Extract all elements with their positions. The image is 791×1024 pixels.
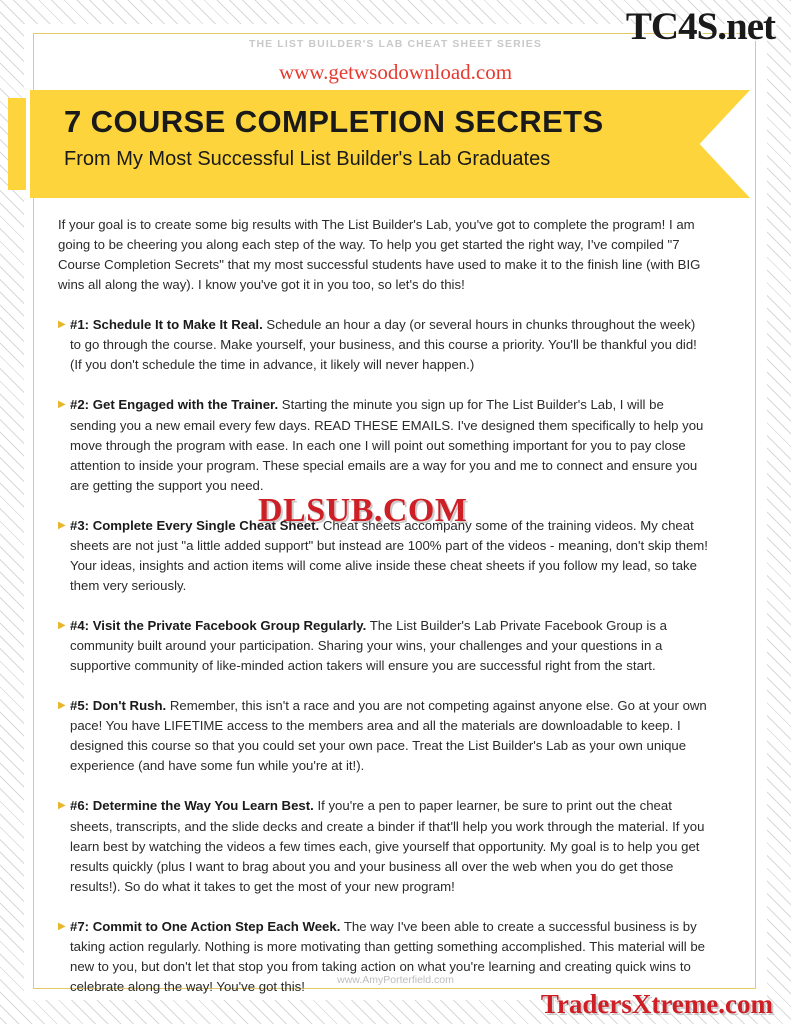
- tip-heading: #5: Don't Rush.: [70, 698, 167, 714]
- center-watermark: DLSUB.COM: [258, 492, 468, 529]
- tip-item: [58, 696, 708, 776]
- series-label: THE LIST BUILDER'S LAB CHEAT SHEET SERIES: [248, 38, 542, 50]
- document-body: [58, 215, 708, 1017]
- tip-heading: #3: Complete Every Single Cheat Sheet.: [70, 517, 320, 533]
- tip-heading: #7: Commit to One Action Step Each Week.: [70, 918, 341, 934]
- tip-text: Cheat sheets accompany some of the training videos. My cheat sheets are not just "a little added support" but instead are 100% part of the videos - meaning, don't skip them! Your ideas, insights and action items will come alive inside these cheat sheets if you follow my lead, so take them very seriously.: [70, 517, 708, 593]
- bullet-arrow-icon: ▶: [58, 319, 66, 331]
- corner-watermark: TC4S.net: [625, 5, 775, 48]
- tip-item: [58, 616, 708, 676]
- tip-heading: #1: Schedule It to Make It Real.: [70, 317, 263, 333]
- tip-item: [58, 395, 708, 495]
- bullet-arrow-icon: ▶: [58, 519, 66, 531]
- tip-text: Remember, this isn't a race and you are not competing against anyone else. Go at your own pace! You have LIFETIME access to the members area and all the materials are downloadable to keep. I designed this course so that you could set your own pace. Treat the List Builder's Lab as your own unique experience (and have some fun while you're at it!).: [70, 698, 707, 774]
- download-url-watermark: www.getwsodownload.com: [278, 60, 513, 84]
- tip-text: Starting the minute you sign up for The List Builder's Lab, I will be sending you a new email every few days. READ THESE EMAILS. I've designed them specifically to help you move through the program with ease. In each one I will point out something important for you to pay close attention to inside your program. These special emails are a way for you and me to connect and ensure you are getting the support you need.: [70, 397, 704, 493]
- tip-text: The way I've been able to create a successful business is by taking action regularly. Nothing is more motivating than getting something accomplished. This material will be new to you, but don't let that stop you from taking action on what you're learning and creating quick wins to celebrate along the way! You've got this!: [70, 918, 706, 994]
- tip-item: [58, 516, 708, 596]
- bullet-arrow-icon: ▶: [58, 700, 66, 712]
- bullet-arrow-icon: ▶: [58, 800, 66, 812]
- tip-item: [58, 315, 708, 375]
- page-title: 7 COURSE COMPLETION SECRETS: [64, 104, 604, 139]
- intro-paragraph: If your goal is to create some big results with The List Builder's Lab, you've got to complete the program! I am going to be cheering you along each step of the way. To help you get started the right way, I've compiled "7 Course Completion Secrets" that my most successful students have used to make it to the finish line (with BIG wins all along the way). I know you've got it in you too, so let's do this!: [58, 217, 701, 293]
- page-subtitle: From My Most Successful List Builder's Lab Graduates: [64, 148, 551, 170]
- banner-left-tab: [8, 98, 26, 190]
- title-banner: [8, 90, 783, 198]
- tip-heading: #4: Visit the Private Facebook Group Regularly.: [70, 618, 367, 633]
- tip-item: [58, 796, 708, 896]
- tip-heading: #6: Determine the Way You Learn Best.: [70, 798, 314, 814]
- tip-heading: #2: Get Engaged with the Trainer.: [70, 397, 279, 413]
- tip-text: If you're a pen to paper learner, be sure to print out the cheat sheets, transcripts, and the slide decks and create a binder if that'll help you work through the material. If you learn best by watching the videos a few times each, give yourself that opportunity. My goal is to help you get results quickly (plus I want to brag about you and your business all over the web when you do get those results!). So do what it takes to get the most of your new program!: [70, 798, 705, 894]
- bottom-right-watermark: TradersXtreme.com: [540, 989, 773, 1019]
- bullet-arrow-icon: ▶: [58, 620, 66, 631]
- tip-text: The List Builder's Lab Private Facebook Group is a community built around your participation. Sharing your wins, your challenges and your questions in a supportive community of like-minded action takers will ensure you are successful right from the start.: [70, 618, 667, 674]
- footer-site: www.AmyPorterfield.com: [337, 974, 454, 986]
- bullet-arrow-icon: ▶: [58, 399, 66, 411]
- bullet-arrow-icon: ▶: [58, 920, 66, 932]
- tip-text: Schedule an hour a day (or several hours in chunks throughout the week) to go through the course. Make yourself, your business, and this course a priority. You'll be thankful you did! (If you don't schedule the time in advance, it likely will never happen.): [70, 317, 697, 373]
